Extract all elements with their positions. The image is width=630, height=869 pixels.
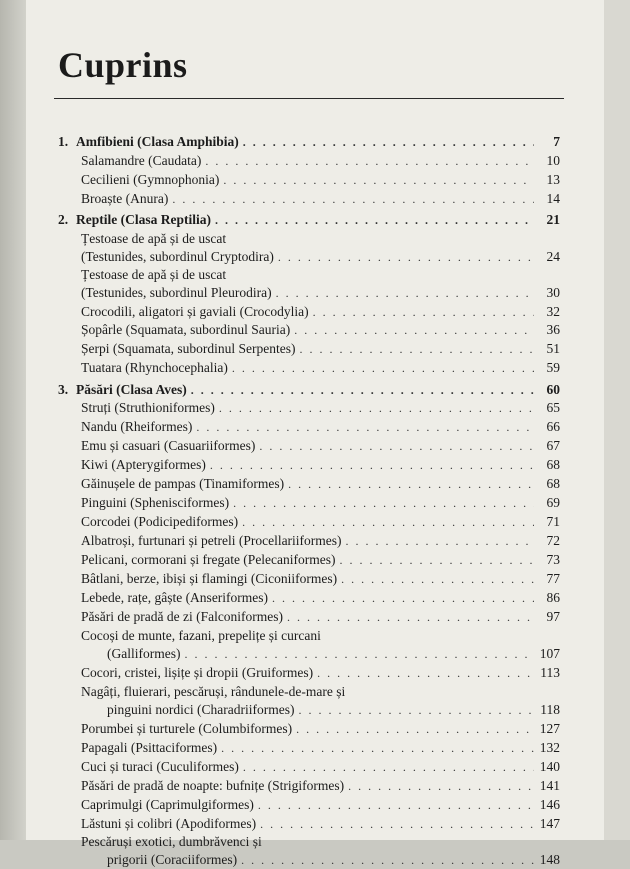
toc-leader-dots [299, 340, 534, 358]
toc-entry [81, 284, 560, 302]
toc-entry [81, 551, 560, 569]
toc-entry-text: Lebede, rațe, gâște (Anseriformes) [81, 590, 269, 605]
toc-page-number: 146 [539, 797, 560, 812]
toc-entry [81, 739, 560, 757]
toc-leader-dots [219, 399, 534, 417]
toc-entry-title [81, 833, 262, 851]
toc-page-number: 60 [546, 382, 560, 397]
toc-entry-title [81, 321, 290, 339]
toc-entry-title [81, 532, 342, 550]
toc-leader-dots [296, 720, 534, 738]
toc-entry-text: Păsări de pradă de zi (Falconiformes) [81, 609, 284, 624]
toc-entry-title [81, 475, 284, 493]
toc-entry-title [81, 570, 337, 588]
toc-entry [81, 340, 560, 358]
toc-entry [81, 418, 560, 436]
toc-entry-text: Reptile (Clasa Reptilia) [76, 212, 211, 227]
toc-page-number: 59 [546, 360, 560, 375]
toc-section-heading [58, 211, 560, 229]
toc-leader-dots [313, 303, 534, 321]
toc-section-number: 1. [58, 134, 69, 149]
toc-entry-text: Șerpi (Squamata, subordinul Serpentes) [81, 341, 296, 356]
toc-leader-dots [243, 758, 534, 776]
toc-page-number: 21 [546, 212, 560, 227]
toc-entry-title [81, 303, 309, 321]
toc-entry-text: (Galliformes) [107, 646, 181, 661]
title-divider [54, 98, 564, 99]
toc-entry [81, 494, 560, 512]
toc-entry-text: Emu și casuari (Casuariiformes) [81, 438, 256, 453]
toc-entry-text: pinguini nordici (Charadriiformes) [107, 702, 295, 717]
book-spine-shadow [0, 0, 26, 840]
toc-page-number: 51 [546, 341, 560, 356]
toc-entry-title [81, 230, 226, 248]
toc-entry [81, 152, 560, 170]
toc-entry [81, 720, 560, 738]
toc-entry-text: Crocodili, aligatori și gaviali (Crocodylia) [81, 304, 309, 319]
toc-entry-text: Șopârle (Squamata, subordinul Sauria) [81, 322, 291, 337]
toc-entry-text: Kiwi (Apterygiformes) [81, 457, 206, 472]
toc-entry [81, 815, 560, 833]
toc-leader-dots [243, 133, 534, 151]
toc-entry-text: Pinguini (Sphenisciformes) [81, 495, 230, 510]
toc-page-number: 36 [546, 322, 560, 337]
toc-page-number: 147 [539, 816, 560, 831]
toc-entry [81, 303, 560, 321]
toc-page-number: 127 [539, 721, 560, 736]
toc-entry-text: Struți (Struthioniformes) [81, 400, 215, 415]
toc-entry-text: Porumbei și turturele (Columbiformes) [81, 721, 293, 736]
toc-entry-text: Broaște (Anura) [81, 191, 169, 206]
toc-page-number: 141 [539, 778, 560, 793]
toc-entry-title [81, 589, 268, 607]
toc-entry-title [81, 513, 238, 531]
toc-entry [81, 664, 560, 682]
toc-page-number: 68 [546, 476, 560, 491]
toc-entry [81, 513, 560, 531]
toc-leader-dots [221, 739, 534, 757]
toc-leader-dots [287, 608, 534, 626]
toc-leader-dots [346, 532, 534, 550]
toc-entry-text: Pelicani, cormorani și fregate (Pelecaniformes) [81, 552, 336, 567]
toc-entry [107, 851, 560, 869]
toc-entry [81, 171, 560, 189]
toc-page-number: 97 [546, 609, 560, 624]
toc-entry-title [81, 437, 255, 455]
toc-leader-dots [260, 815, 534, 833]
toc-entry-text: Bâtlani, berze, ibiși și flamingi (Ciconiiformes) [81, 571, 338, 586]
toc-entry-title [81, 720, 292, 738]
toc-page-number: 118 [540, 702, 560, 717]
toc-entry-title [81, 815, 256, 833]
toc-entry-text: Păsări (Clasa Aves) [76, 382, 187, 397]
toc-page-number: 30 [546, 285, 560, 300]
toc-entry-text: Pescăruși exotici, dumbrăvenci și [81, 834, 262, 849]
toc-entry-title [81, 284, 272, 302]
toc-entry [81, 359, 560, 377]
toc-entry-title [81, 248, 274, 266]
toc-entry [81, 399, 560, 417]
toc-entry-title [81, 796, 254, 814]
toc-entry-title [81, 683, 345, 701]
toc-leader-dots [348, 777, 534, 795]
toc-entry-text: Cuci și turaci (Cuculiformes) [81, 759, 239, 774]
toc-entry-text: Amfibieni (Clasa Amphibia) [76, 134, 239, 149]
toc-leader-dots [288, 475, 534, 493]
toc-entry-title [81, 739, 217, 757]
toc-entry-title [58, 211, 211, 229]
toc-entry [107, 645, 560, 663]
toc-entry-title [81, 399, 215, 417]
toc-entry-text: prigorii (Coraciiformes) [107, 852, 238, 867]
toc-entry-text: (Testunides, subordinul Pleurodira) [81, 285, 272, 300]
toc-leader-dots [215, 211, 534, 229]
toc-leader-dots [298, 701, 534, 719]
toc-leader-dots [205, 152, 534, 170]
toc-page-number: 13 [546, 172, 560, 187]
toc-entry-title [107, 851, 237, 869]
toc-page-number: 67 [546, 438, 560, 453]
toc-entry-title [107, 645, 180, 663]
toc-leader-dots [196, 418, 534, 436]
toc-entry [81, 248, 560, 266]
toc-page-number: 65 [546, 400, 560, 415]
toc-page-number: 7 [553, 134, 560, 149]
toc-leader-dots [294, 321, 534, 339]
toc-entry-title [81, 418, 192, 436]
toc-entry [81, 777, 560, 795]
toc-section-number: 2. [58, 212, 69, 227]
toc-entry-title [81, 627, 321, 645]
toc-entry [81, 589, 560, 607]
toc-entry-text: Găinușele de pampas (Tinamiformes) [81, 476, 285, 491]
toc-entry [81, 456, 560, 474]
toc-page-number: 71 [546, 514, 560, 529]
toc-page-number: 32 [546, 304, 560, 319]
toc-leader-dots [172, 190, 534, 208]
toc-leader-dots [278, 248, 534, 266]
toc-leader-dots [242, 513, 534, 531]
toc-entry-title [81, 777, 344, 795]
toc-section-heading [58, 133, 560, 151]
toc-entry-title [81, 608, 283, 626]
toc-entry-text: Cocori, cristei, lișițe și dropii (Gruiformes) [81, 665, 314, 680]
toc-leader-dots [341, 570, 534, 588]
toc-entry-title [58, 133, 239, 151]
toc-leader-dots [210, 456, 534, 474]
toc-entry [81, 190, 560, 208]
page-title: Cuprins [58, 45, 188, 85]
toc-entry [81, 608, 560, 626]
toc-entry [81, 230, 560, 248]
toc-leader-dots [232, 359, 534, 377]
toc-entry-title [81, 340, 295, 358]
toc-entry-title [81, 664, 313, 682]
toc-page-number: 69 [546, 495, 560, 510]
toc-entry [81, 758, 560, 776]
toc-entry-title [58, 381, 187, 399]
toc-leader-dots [233, 494, 534, 512]
toc-section-heading [58, 381, 560, 399]
toc-leader-dots [317, 664, 534, 682]
toc-entry [81, 321, 560, 339]
toc-section-number: 3. [58, 382, 69, 397]
toc-entry [81, 570, 560, 588]
toc-entry-title [107, 701, 294, 719]
toc-entry-text: Albatroși, furtunari și petreli (Procellariiformes) [81, 533, 342, 548]
toc-entry-text: Lăstuni și colibri (Apodiformes) [81, 816, 257, 831]
toc-page-number: 73 [546, 552, 560, 567]
toc-entry-text: Caprimulgi (Caprimulgiformes) [81, 797, 254, 812]
toc-page-number: 132 [539, 740, 560, 755]
toc-entry-title [81, 551, 336, 569]
toc-entry [81, 627, 560, 645]
toc-entry [81, 833, 560, 851]
toc-entry-title [81, 494, 229, 512]
page-edge [604, 0, 630, 840]
toc-entry [81, 437, 560, 455]
toc-leader-dots [258, 796, 534, 814]
toc-entry [81, 532, 560, 550]
toc-entry [107, 701, 560, 719]
toc-leader-dots [191, 381, 534, 399]
toc-entry [81, 475, 560, 493]
toc-entry-title [81, 456, 206, 474]
toc-page-number: 68 [546, 457, 560, 472]
toc-entry-text: Nandu (Rheiformes) [81, 419, 193, 434]
toc-entry-title [81, 190, 168, 208]
toc-entry [81, 266, 560, 284]
toc-entry-text: Corcodei (Podicipediformes) [81, 514, 239, 529]
toc-entry-text: Papagali (Psittaciformes) [81, 740, 218, 755]
toc-page-number: 72 [546, 533, 560, 548]
toc-entry-text: Țestoase de apă și de uscat [81, 231, 227, 246]
toc-leader-dots [241, 851, 534, 869]
toc-entry-text: Păsări de pradă de noapte: bufnițe (Strigiformes) [81, 778, 345, 793]
toc-leader-dots [276, 284, 534, 302]
toc-page-number: 86 [546, 590, 560, 605]
toc-page-number: 113 [540, 665, 560, 680]
toc-entry-text: Cocoși de munte, fazani, prepelițe și curcani [81, 628, 321, 643]
toc-page-number: 66 [546, 419, 560, 434]
toc-entry-title [81, 266, 226, 284]
toc-page-number: 24 [546, 249, 560, 264]
toc-leader-dots [340, 551, 534, 569]
toc-entry-title [81, 152, 201, 170]
toc-entry-title [81, 758, 239, 776]
toc-leader-dots [272, 589, 534, 607]
toc-page-number: 77 [546, 571, 560, 586]
toc-page-number: 14 [546, 191, 560, 206]
toc-entry [81, 683, 560, 701]
toc-entry-text: Cecilieni (Gymnophonia) [81, 172, 220, 187]
toc-entry-title [81, 171, 219, 189]
toc-entry-text: Tuatara (Rhynchocephalia) [81, 360, 228, 375]
toc-entry [81, 796, 560, 814]
toc-page-number: 107 [539, 646, 560, 661]
toc-entry-text: Nagâți, fluierari, pescăruși, rândunele-de-mare și [81, 684, 346, 699]
toc-entry-title [81, 359, 228, 377]
toc-page-number: 140 [539, 759, 560, 774]
toc-leader-dots [259, 437, 534, 455]
toc-page-number: 10 [546, 153, 560, 168]
toc-entry-text: Țestoase de apă și de uscat [81, 267, 227, 282]
toc-leader-dots [184, 645, 534, 663]
toc-entry-text: Salamandre (Caudata) [81, 153, 202, 168]
toc-leader-dots [223, 171, 534, 189]
toc-page-number: 148 [539, 852, 560, 867]
toc-entry-text: (Testunides, subordinul Cryptodira) [81, 249, 274, 264]
